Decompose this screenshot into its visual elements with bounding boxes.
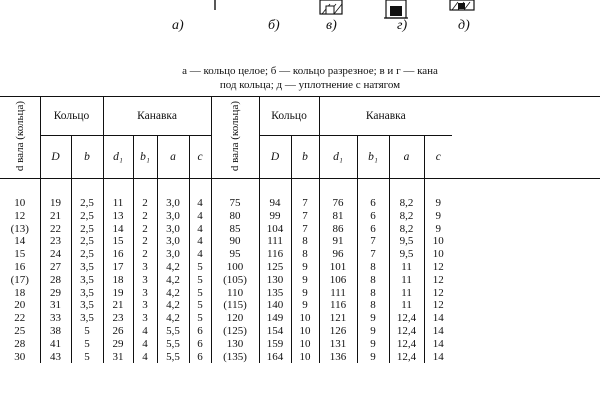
cell-right-d: 80: [211, 210, 259, 223]
cell-right-d: 130: [211, 338, 259, 351]
row-filler: [452, 351, 600, 364]
cell-right-c: 14: [424, 351, 452, 364]
cell-right-D: 99: [259, 210, 291, 223]
cell-right-d1: 96: [319, 248, 357, 261]
header-b1-left: b₁: [133, 136, 157, 179]
header-b-right: b: [291, 136, 319, 179]
cell-left-b: 5: [71, 351, 103, 364]
cell-left-d: 16: [14, 260, 26, 273]
figure-label-b: б): [268, 18, 280, 33]
cell-right-b1: 6: [357, 210, 389, 223]
cell-right-b: 10: [291, 338, 319, 351]
row-filler: [452, 223, 600, 236]
cell-left-c: 4: [189, 223, 211, 236]
row-filler: [452, 338, 600, 351]
caption-line-2: под кольца; д — уплотнение с натягом: [219, 79, 401, 91]
cell-right-b1: 6: [357, 197, 389, 210]
cell-right-a: 11: [389, 274, 424, 287]
table-spacer-row: [0, 179, 600, 198]
cell-left-b: 3,5: [71, 274, 103, 287]
cell-left-c: 4: [189, 235, 211, 248]
cell-left-a: 3,0: [157, 210, 189, 223]
cell-left-c: 5: [189, 274, 211, 287]
cell-left-d: 22: [14, 312, 26, 325]
cell-left-b1: 3: [133, 274, 157, 287]
cell-left-b1: 4: [133, 338, 157, 351]
cell-right-d1: 131: [319, 338, 357, 351]
cell-left-d: 10: [14, 197, 26, 209]
figure-label-v: в): [326, 18, 337, 33]
header-a-right: a: [389, 136, 424, 179]
table-row: [0, 351, 600, 364]
figure-caption: [120, 64, 500, 92]
cell-left-b1: 2: [133, 248, 157, 261]
figure-strip: [0, 0, 600, 50]
cell-left-D: 31: [40, 299, 71, 312]
cell-right-d1: 76: [319, 197, 357, 210]
cell-left-D: 22: [40, 223, 71, 236]
figure-d-sketch: [444, 0, 480, 14]
cell-right-c: 14: [424, 325, 452, 338]
cell-left-d1: 18: [103, 274, 133, 287]
cell-left-c: 6: [189, 351, 211, 364]
cell-right-d: (105): [211, 274, 259, 287]
row-filler: [452, 312, 600, 325]
cell-left-b1: 2: [133, 210, 157, 223]
cell-left-c: 4: [189, 248, 211, 261]
cell-right-d: (125): [211, 325, 259, 338]
cell-left-c: 5: [189, 287, 211, 300]
cell-left-a: 5,5: [157, 338, 189, 351]
cell-right-a: 8,2: [389, 197, 424, 210]
cell-right-d1: 121: [319, 312, 357, 325]
cell-right-b: 8: [291, 248, 319, 261]
table-row: [0, 210, 600, 223]
cell-right-d1: 126: [319, 325, 357, 338]
row-filler: [452, 261, 600, 274]
cell-right-d: 85: [211, 223, 259, 236]
cell-left-b: 2,5: [71, 210, 103, 223]
cell-right-a: 11: [389, 261, 424, 274]
cell-left-b1: 3: [133, 261, 157, 274]
table-row: [0, 223, 600, 236]
cell-left-b: 3,5: [71, 299, 103, 312]
cell-right-a: 12,4: [389, 325, 424, 338]
cell-right-d1: 111: [319, 287, 357, 300]
caption-line-1: а — кольцо целое; б — кольцо разрезное; в и г — кана: [182, 65, 438, 77]
cell-right-D: 104: [259, 223, 291, 236]
table-header-row-1: [0, 97, 600, 136]
cell-left-a: 5,5: [157, 351, 189, 364]
cell-right-b: 10: [291, 351, 319, 364]
table-row: [0, 235, 600, 248]
header-ring-right: Кольцо: [259, 97, 319, 136]
cell-left-d: 18: [14, 286, 26, 299]
cell-left-b: 2,5: [71, 197, 103, 210]
cell-left-d: 28: [14, 337, 26, 350]
cell-right-a: 11: [389, 287, 424, 300]
cell-right-b1: 8: [357, 274, 389, 287]
cell-left-c: 5: [189, 261, 211, 274]
header-D-right: D: [259, 136, 291, 179]
header-d1-left: d₁: [103, 136, 133, 179]
cell-right-a: 9,5: [389, 248, 424, 261]
cell-right-b1: 8: [357, 299, 389, 312]
row-filler: [452, 248, 600, 261]
figure-g-sketch: [378, 0, 414, 22]
cell-right-d: 110: [211, 287, 259, 300]
cell-right-a: 11: [389, 299, 424, 312]
header-groove-right: Канавка: [319, 97, 452, 136]
cell-left-D: 38: [40, 325, 71, 338]
row-filler: [452, 274, 600, 287]
cell-left-d1: 14: [103, 223, 133, 236]
cell-right-d1: 101: [319, 261, 357, 274]
cell-right-c: 14: [424, 338, 452, 351]
cell-left-b1: 3: [133, 287, 157, 300]
table-row: [0, 287, 600, 300]
cell-right-D: 154: [259, 325, 291, 338]
figure-label-g: г): [397, 18, 408, 33]
cell-left-d: 12: [14, 209, 26, 222]
cell-left-b: 3,5: [71, 287, 103, 300]
cell-left-d: 15: [14, 248, 26, 261]
cell-right-D: 135: [259, 287, 291, 300]
cell-left-d1: 13: [103, 210, 133, 223]
row-filler: [452, 197, 600, 210]
header-filler: [452, 97, 600, 179]
cell-right-d: 90: [211, 235, 259, 248]
cell-right-D: 94: [259, 197, 291, 210]
header-d-shaft-left: d вала (кольца): [0, 97, 40, 179]
header-d-shaft-right: d вала (кольца): [211, 97, 259, 179]
cell-right-a: 8,2: [389, 223, 424, 236]
row-filler: [452, 287, 600, 300]
figure-label-d: д): [458, 18, 470, 33]
cell-left-d1: 23: [103, 312, 133, 325]
cell-left-b1: 2: [133, 235, 157, 248]
cell-left-b: 2,5: [71, 223, 103, 236]
cell-left-D: 23: [40, 235, 71, 248]
cell-left-d1: 26: [103, 325, 133, 338]
figure-b-sketch: [205, 0, 225, 14]
cell-right-c: 12: [424, 274, 452, 287]
cell-left-a: 3,0: [157, 235, 189, 248]
cell-left-d1: 21: [103, 299, 133, 312]
header-ring-left: Кольцо: [40, 97, 103, 136]
cell-left-b: 5: [71, 325, 103, 338]
cell-right-b: 10: [291, 312, 319, 325]
cell-left-D: 28: [40, 274, 71, 287]
cell-right-b: 7: [291, 197, 319, 210]
cell-left-a: 4,2: [157, 261, 189, 274]
header-groove-left: Канавка: [103, 97, 211, 136]
cell-right-b1: 7: [357, 235, 389, 248]
cell-left-d: (17): [10, 273, 29, 286]
seal-dimensions-table: [0, 96, 600, 363]
cell-right-d: 100: [211, 261, 259, 274]
cell-left-c: 4: [189, 197, 211, 210]
header-a-left: a: [157, 136, 189, 179]
cell-right-c: 12: [424, 261, 452, 274]
cell-right-d: (135): [211, 351, 259, 364]
table-row: [0, 274, 600, 287]
cell-right-b: 9: [291, 261, 319, 274]
cell-left-a: 4,2: [157, 274, 189, 287]
cell-right-c: 12: [424, 287, 452, 300]
cell-left-d: 25: [14, 324, 26, 337]
cell-left-b1: 3: [133, 299, 157, 312]
cell-right-b: 10: [291, 325, 319, 338]
cell-right-b1: 8: [357, 287, 389, 300]
cell-right-a: 9,5: [389, 235, 424, 248]
cell-left-b1: 3: [133, 312, 157, 325]
cell-left-a: 4,2: [157, 299, 189, 312]
cell-left-d1: 19: [103, 287, 133, 300]
cell-right-D: 140: [259, 299, 291, 312]
cell-right-D: 149: [259, 312, 291, 325]
header-c-right: c: [424, 136, 452, 179]
cell-left-d1: 29: [103, 338, 133, 351]
cell-right-c: 10: [424, 248, 452, 261]
row-filler: [452, 210, 600, 223]
cell-right-d1: 136: [319, 351, 357, 364]
cell-right-D: 130: [259, 274, 291, 287]
cell-right-c: 14: [424, 312, 452, 325]
cell-right-b: 9: [291, 299, 319, 312]
cell-left-c: 4: [189, 210, 211, 223]
cell-left-D: 33: [40, 312, 71, 325]
cell-right-b1: 9: [357, 325, 389, 338]
cell-right-D: 111: [259, 235, 291, 248]
figure-label-a: а): [172, 18, 184, 33]
table-row: [0, 299, 600, 312]
cell-right-c: 9: [424, 223, 452, 236]
cell-right-d: 75: [211, 197, 259, 210]
table-row: [0, 325, 600, 338]
cell-right-b1: 8: [357, 261, 389, 274]
cell-right-D: 159: [259, 338, 291, 351]
cell-right-d1: 106: [319, 274, 357, 287]
cell-right-b1: 9: [357, 312, 389, 325]
cell-left-D: 19: [40, 197, 71, 210]
header-c-left: c: [189, 136, 211, 179]
cell-right-d1: 81: [319, 210, 357, 223]
cell-left-a: 5,5: [157, 325, 189, 338]
cell-right-b: 7: [291, 210, 319, 223]
cell-left-c: 5: [189, 299, 211, 312]
cell-left-b1: 4: [133, 351, 157, 364]
cell-right-d1: 116: [319, 299, 357, 312]
cell-right-d: 120: [211, 312, 259, 325]
cell-left-D: 27: [40, 261, 71, 274]
cell-right-b1: 9: [357, 338, 389, 351]
cell-left-b1: 4: [133, 325, 157, 338]
cell-right-a: 8,2: [389, 210, 424, 223]
cell-right-D: 164: [259, 351, 291, 364]
row-filler: [452, 235, 600, 248]
cell-right-c: 10: [424, 235, 452, 248]
header-b-left: b: [71, 136, 103, 179]
cell-right-c: 12: [424, 299, 452, 312]
header-d1-right: d₁: [319, 136, 357, 179]
cell-right-D: 116: [259, 248, 291, 261]
cell-right-a: 12,4: [389, 351, 424, 364]
cell-left-b: 5: [71, 338, 103, 351]
row-filler: [452, 325, 600, 338]
cell-left-b1: 2: [133, 223, 157, 236]
table-row: [0, 338, 600, 351]
cell-left-d: 14: [14, 235, 26, 248]
table-row: [0, 261, 600, 274]
cell-right-b1: 6: [357, 223, 389, 236]
cell-right-d: 95: [211, 248, 259, 261]
cell-right-d1: 91: [319, 235, 357, 248]
cell-right-b: 7: [291, 223, 319, 236]
cell-left-a: 3,0: [157, 223, 189, 236]
cell-left-c: 6: [189, 338, 211, 351]
table-row: [0, 197, 600, 210]
figure-v-sketch: [312, 0, 348, 18]
row-filler: [452, 299, 600, 312]
cell-right-a: 12,4: [389, 338, 424, 351]
cell-left-d1: 31: [103, 351, 133, 364]
cell-right-b: 9: [291, 287, 319, 300]
cell-left-d: 20: [14, 299, 26, 312]
cell-left-D: 43: [40, 351, 71, 364]
cell-right-c: 9: [424, 210, 452, 223]
cell-right-d: (115): [211, 299, 259, 312]
seal-dimensions-table-wrap: [0, 96, 600, 363]
cell-left-a: 3,0: [157, 197, 189, 210]
cell-right-c: 9: [424, 197, 452, 210]
cell-left-d1: 11: [103, 197, 133, 210]
cell-left-d: 30: [14, 350, 26, 363]
table-row: [0, 248, 600, 261]
cell-right-b: 9: [291, 274, 319, 287]
table-row: [0, 312, 600, 325]
cell-left-c: 6: [189, 325, 211, 338]
cell-left-D: 29: [40, 287, 71, 300]
cell-right-b: 8: [291, 235, 319, 248]
cell-left-D: 21: [40, 210, 71, 223]
cell-right-d1: 86: [319, 223, 357, 236]
cell-left-a: 3,0: [157, 248, 189, 261]
cell-left-b1: 2: [133, 197, 157, 210]
cell-right-b1: 7: [357, 248, 389, 261]
header-D-left: D: [40, 136, 71, 179]
cell-left-d1: 15: [103, 235, 133, 248]
cell-left-c: 5: [189, 312, 211, 325]
cell-right-b1: 9: [357, 351, 389, 364]
cell-left-b: 2,5: [71, 248, 103, 261]
cell-left-b: 3,5: [71, 312, 103, 325]
cell-left-d: (13): [10, 222, 29, 235]
cell-left-b: 3,5: [71, 261, 103, 274]
cell-right-D: 125: [259, 261, 291, 274]
cell-left-a: 4,2: [157, 312, 189, 325]
cell-left-d1: 16: [103, 248, 133, 261]
cell-left-a: 4,2: [157, 287, 189, 300]
cell-left-D: 24: [40, 248, 71, 261]
cell-left-d1: 17: [103, 261, 133, 274]
cell-right-a: 12,4: [389, 312, 424, 325]
header-b1-right: b₁: [357, 136, 389, 179]
cell-left-b: 2,5: [71, 235, 103, 248]
table-body: [0, 179, 600, 364]
cell-left-D: 41: [40, 338, 71, 351]
